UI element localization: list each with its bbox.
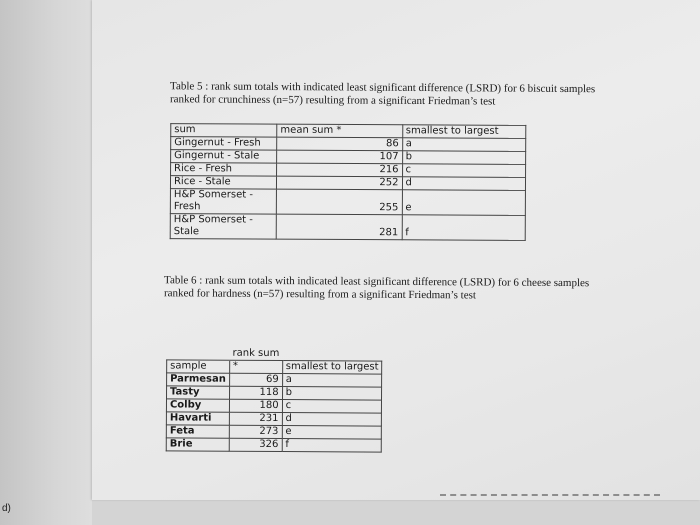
table6-row-value: 326 [229, 438, 282, 451]
table5-row-value: 281 [276, 214, 401, 240]
table-row [167, 373, 382, 387]
table6-row-label: Feta [166, 425, 229, 438]
table-row [171, 137, 526, 152]
table5-row-label [170, 214, 276, 240]
table6-row-group: e [282, 426, 382, 440]
table6-row-label: Brie [166, 438, 229, 451]
table-row [171, 150, 526, 165]
table6-row-label: Tasty [167, 386, 230, 399]
table5-caption-line2: ranked for crunchiness (n=57) resulting from a significant Friedman’s test [169, 93, 496, 108]
table6-header-order: smallest to largest [282, 361, 382, 375]
background-left [0, 0, 92, 525]
table6-row-value: 180 [229, 399, 282, 412]
footer-label: d) [2, 503, 11, 514]
table-row [166, 399, 381, 413]
table6-row-group: f [282, 439, 382, 453]
table5 [170, 123, 527, 241]
table5-row-label-line1: H&P Somerset - [173, 214, 253, 226]
table5-row-group: d [402, 177, 526, 191]
table6-row-value: 118 [229, 386, 282, 399]
table5-row-value: 252 [277, 176, 402, 190]
table5-row-label: Rice - Stale [170, 176, 276, 190]
table6-row-value: 231 [229, 412, 282, 425]
table5-row-group: b [402, 151, 526, 165]
table6-row-value: 273 [229, 425, 282, 438]
table5-row-value: 216 [277, 163, 402, 177]
table-row [166, 412, 381, 426]
table5-row-value: 255 [277, 189, 402, 215]
table5-row-label: Gingernut - Fresh [171, 137, 277, 151]
table6-caption-line2: ranked for hardness (n=57) resulting from a significant Friedman’s test [163, 287, 476, 302]
table-row [170, 189, 525, 216]
table6-row-group: a [282, 374, 382, 388]
table5-header-order: smallest to largest [402, 125, 526, 139]
table6-header-sample: sample [167, 360, 230, 373]
table6-row-group: d [282, 413, 382, 427]
table5-row-group: f [402, 215, 526, 241]
table5-caption-line1: Table 5 : rank sum totals with indicated least significant difference (LSRD) for 6 biscuit samples [170, 80, 596, 96]
table6-row-value: 69 [229, 373, 282, 386]
table5-row-label-line2: Stale [173, 226, 200, 238]
table6-caption [164, 274, 664, 303]
table5-header-mean-sum: mean sum * [277, 124, 402, 138]
table6-header-star: * [229, 360, 282, 373]
table-row [167, 386, 382, 400]
table5-row-group: e [402, 190, 526, 216]
table6-header-rank-sum: rank sum [229, 348, 282, 361]
table6-caption-line1: Table 6 : rank sum totals with indicated least significant difference (LSRD) for 6 cheese samples [164, 274, 590, 290]
table5-row-group: a [402, 138, 526, 152]
table6 [166, 347, 383, 452]
table5-row-label: Rice - Fresh [171, 163, 277, 177]
table5-row-group: c [402, 164, 526, 178]
table5-caption [170, 80, 670, 109]
table5-row-label [170, 189, 276, 215]
table-row [166, 425, 381, 439]
table-row [170, 176, 525, 191]
page-edge-dashes [440, 494, 660, 498]
table5-row-label-line1: H&P Somerset - [173, 189, 254, 201]
table6-row-label: Parmesan [167, 373, 230, 386]
table6-row-group: c [282, 400, 382, 414]
table5-header-sum: sum [171, 124, 277, 138]
table6-row-group: b [282, 387, 382, 401]
table5-row-value: 107 [277, 150, 402, 164]
table-row [171, 163, 526, 178]
table5-row-label: Gingernut - Stale [171, 150, 277, 164]
table6-row-label: Colby [166, 399, 229, 412]
table5-row-label-line2: Fresh [173, 201, 201, 213]
table6-header-row [167, 360, 382, 374]
table-row [170, 214, 525, 241]
table6-header-row-top [167, 347, 382, 361]
table5-row-value: 86 [277, 137, 402, 151]
table6-row-label: Havarti [166, 412, 229, 425]
table-row [166, 438, 381, 452]
